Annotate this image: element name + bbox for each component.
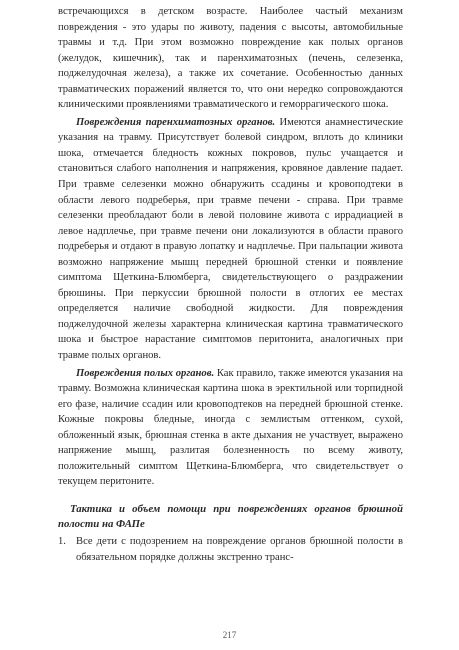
paragraph-body-parenchymal: Имеются анамнестические указания на травму. Присутствует болевой синдром, вплоть до клиники шока, отмечается бледность кожных покровов, пульс учащается и становиться слабого наполнения и напряжения, кровяное давление падает. При травме селезенки можно обнаружить ссадины и кровоподтеки в области левого подреберья, при травме печени - справа. При травме селезенки преобладают боли в левой половине живота с иррадиацией в левое надплечье, при травме печени они локализуются в области правого подреберья и отдают в правую лопатку и надплечье. При пальпации живота возможно напряжение мышц передней брюшной стенки и появление симптома Щеткина-Блюмберга, свидетельствующего о раздражении брюшины. При перкуссии брюшной полости в отлогих ее местах определяется наличие свободной жидкости. Для повреждения поджелудочной железы характерна клиническая картина травматического шока и быстрое нарастание симптомов перитонита, аналогичных при травме полых органов. [58,116,403,362]
page-number: 217 [222,630,237,640]
paragraph-intro: встречающихся в детском возрасте. Наиболее частый механизм повреждения - это удары по животу, падения с высоты, автомобильные травмы и т.д. При этом возможно повреждение как полых органов (желудок, кишечник), так и паренхиматозных (печень, селезенка, поджелудочная железа), а также их сочетание. Особенностью данных травматических поражений является то, что они нередко сопровождаются клиническими проявлениями травматического и геморрагического шока. [58,6,403,111]
paragraph-body-hollow: Как правило, также имеются указания на травму. Возможна клиническая картина шока в эректильной или торпидной его фазе, наличие ссадин или кровоподтеков на передней брюшной стенке. Кожные покровы бледные, иногда с землистым оттенком, сухой, обложенный язык, брюшная стенка в акте дыхания не участвует, выражено напряжение мышц, разлитая болезненность по всему животу, положительный симптом Щеткина-Блюмберга, что свидетельствует о текущем перитоните. [58,367,403,488]
list-item-text: Все дети с подозрением на повреждение органов брюшной полости в обязательном порядке должны экстренно транс- [76,535,403,563]
list-item [58,534,403,565]
paragraph-parenchymal-organs [58,115,403,364]
list-item-number: 1. [58,535,66,547]
paragraph-lead-parenchymal: Повреждения паренхиматозных органов. [76,116,276,128]
paragraph-hollow-organs [58,366,403,490]
section-heading: Тактика и объем помощи при повреждениях органов брюшной полости на ФАПе [58,502,403,531]
paragraph-lead-hollow: Повреждения полых органов. [76,367,215,379]
